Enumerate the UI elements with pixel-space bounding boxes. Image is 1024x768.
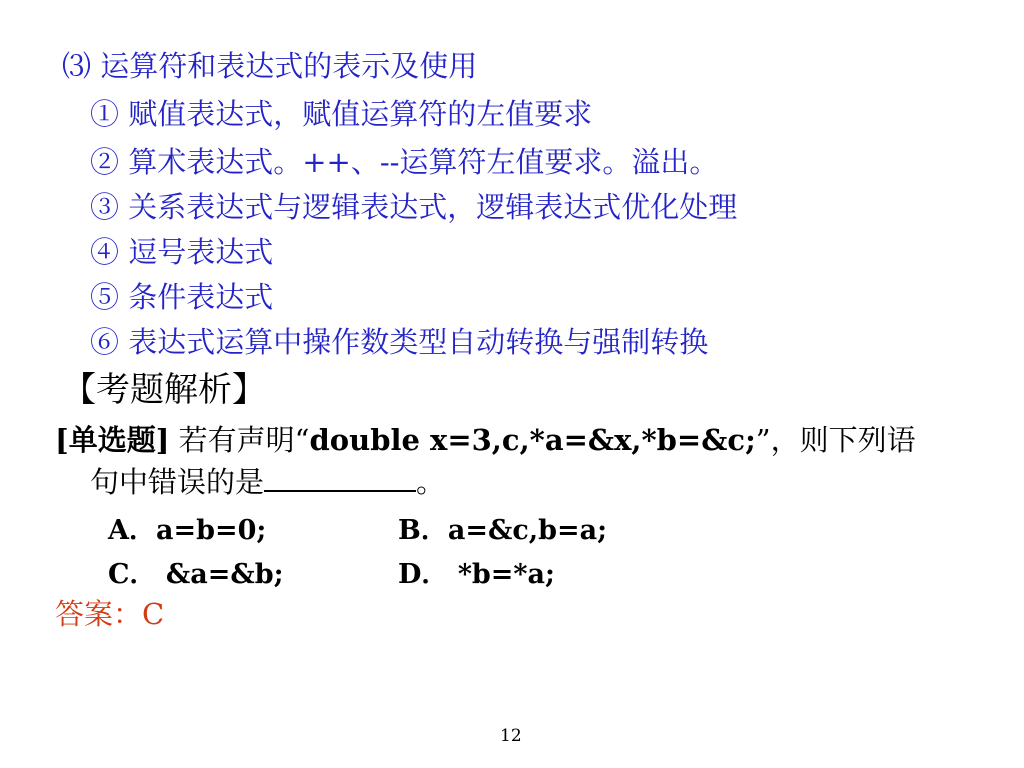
question-line-1 [55,418,916,459]
question-code: double x=3,c,*a=&x,*b=&c; [309,423,756,457]
answer-blank [264,466,416,492]
option-d: D． *b=*a; [398,559,556,590]
list-item-assignment: ① 赋值表达式，赋值运算符的左值要求 [90,97,593,131]
list-item-comma: ④ 逗号表达式 [90,235,274,269]
list-item-type-conversion: ⑥ 表达式运算中操作数类型自动转换与强制转换 [90,325,709,359]
question-lead: 若有声明“ [169,423,310,457]
option-b: B．a=&c,b=a; [398,515,608,546]
question-tail: ”，则下列语 [755,423,916,457]
question-line-2 [90,460,445,501]
question-tag: [单选题] [55,423,170,457]
section-title: 【考题解析】 [62,370,266,410]
topic-heading: ⑶ 运算符和表达式的表示及使用 [62,49,478,83]
question-line2-end: 。 [416,465,446,499]
question-line2-text: 句中错误的是 [90,465,265,499]
list-item-relational-logical: ③ 关系表达式与逻辑表达式，逻辑表达式优化处理 [90,190,738,224]
page-number: 12 [500,726,522,746]
list-item-conditional: ⑤ 条件表达式 [90,280,274,314]
list-item-arithmetic: ② 算术表达式。++、--运算符左值要求。溢出。 [90,145,719,179]
option-c: C． &a=&b; [108,559,284,590]
answer-text: 答案：C [55,597,165,631]
option-a: A．a=b=0; [108,515,267,546]
